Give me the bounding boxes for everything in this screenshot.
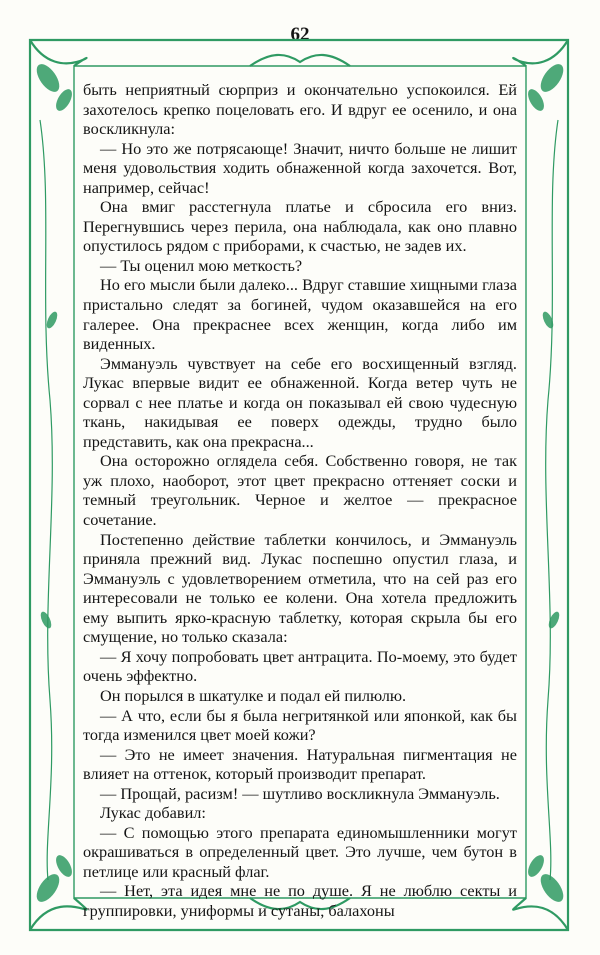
vine-bottom-right	[513, 898, 568, 930]
leaf-left-side	[45, 310, 60, 330]
paragraph: — Я хочу попробовать цвет антрацита. По-моему, это будет очень эффектно.	[83, 646, 517, 686]
page-text	[83, 80, 517, 921]
leaf-top-left	[32, 60, 63, 95]
paragraph: быть неприятный сюрприз и окончательно успокоился. Ей захотелось крепко поцеловать его. И вдруг ее осенило, и она воскликнула:	[83, 80, 517, 139]
paragraph: — Прощай, расизм! — шутливо воскликнула Эммануэль.	[100, 783, 500, 803]
paragraph: Лукас добавил:	[100, 803, 206, 823]
vine-right-side	[546, 120, 558, 880]
paragraph: Постепенно действие таблетки кончилось, и Эммануэль приняла прежний вид. Лукас поспешно опустил глаза, и Эммануэль с удовлетворением отметила, что на сей раз его интересовали не только ее колени. Она хотела предложить ему выпить ярко-красную таблетку, которая скрыла бы его смущение, но только сказала:	[83, 529, 517, 647]
paragraph: — Нет, эта идея мне не по душе. Я не люблю секты и группировки, униформы и сутаны, балахоны	[83, 881, 517, 920]
leaf-right-side-2	[547, 610, 562, 630]
leaf-bottom-right	[536, 870, 567, 905]
paragraph: — Но это же потрясающе! Значит, ничто больше не лишит меня удовольствия ходить обнаженной когда захочется. Вот, например, сейчас!	[83, 138, 517, 197]
paragraph: Эммануэль чувствует на себе его восхищенный взгляд. Лукас впервые видит ее обнаженной. Когда ветер чуть не сорвал с нее платье и когда он показывал ей свою чудесную ткань, накидывая ее поверх одежды, трудно было представить, как она прекрасна...	[83, 353, 517, 451]
leaf-left-side-2	[39, 610, 54, 630]
paragraph: Она осторожно оглядела себя. Собственно говоря, не так уж плохо, наоборот, этот цвет прекрасно оттеняет соски и темный треугольник. Черное и желтое — прекрасное сочетание.	[83, 451, 517, 530]
leaf-top-right	[536, 60, 567, 95]
paragraph: — Это не имеет значения. Натуральная пигментация не влияет на оттенок, который производит препарат.	[83, 744, 517, 784]
vine-bottom-left	[30, 898, 87, 930]
paragraph: Но его мысли были далеко... Вдруг ставшие хищными глаза пристально следят за богиней, чудом оказавшейся на его галерее. Она прекраснее всех женщин, когда либо им виденных.	[83, 275, 517, 354]
paragraph: — А что, если бы я была негритянкой или японкой, как бы тогда изменился цвет моей кожи?	[83, 705, 517, 745]
vine-top-right	[513, 40, 568, 66]
paragraph: — С помощью этого препарата единомышленники могут окрашиваться в определенный цвет. Это лучше, чем бутон в петлице или красный флаг.	[83, 822, 517, 881]
vine-top-left	[30, 40, 87, 66]
leaf-right-side	[541, 310, 556, 330]
vine-left-side	[40, 120, 52, 880]
paragraph: — Ты оценил мою меткость?	[100, 255, 303, 275]
paragraph: Он порылся в шкатулке и подал ей пилюлю.	[100, 685, 407, 705]
page-number: 62	[290, 24, 310, 45]
paragraph: Она вмиг расстегнула платье и сбросила его вниз. Перегнувшись через перила, она наблюдала, как оно плавно опустилось рядом с приборами, к счастью, не задев их.	[83, 197, 517, 256]
top-center-scroll	[250, 55, 350, 66]
